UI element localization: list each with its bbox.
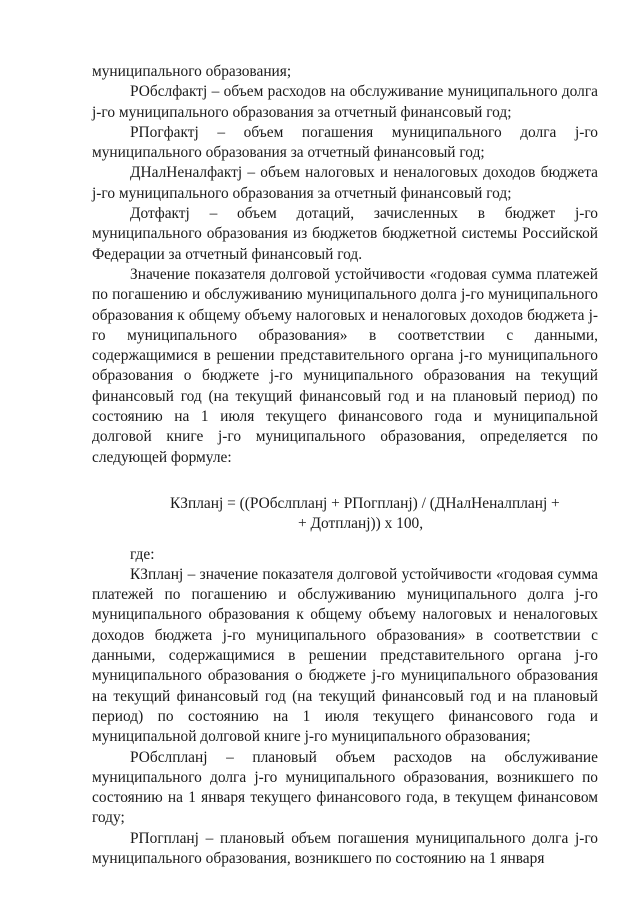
paragraph-dotfakt: Дотфактj – объем дотаций, зачисленных в бюджет j-го муниципального образования из бюджетов бюджетной системы Российской Федерации за отчетный финансовый год.	[92, 205, 598, 263]
paragraph-robslfakt: РОбслфактj – объем расходов на обслуживание муниципального долга j-го муниципального образования за отчетный финансовый год;	[92, 83, 598, 121]
paragraph-continuation: муниципального образования;	[92, 63, 292, 80]
paragraph-rpogplan: РПогпланj – плановый объем погашения муниципального долга j-го муниципального образования, возникшего по состоянию на 1 января	[92, 829, 598, 867]
formula-block	[92, 494, 598, 535]
paragraph-dnalnenalfakt: ДНалНеналфактj – объем налоговых и неналоговых доходов бюджета j-го муниципального образования за отчетный финансовый год;	[92, 164, 598, 202]
document-page	[92, 62, 598, 869]
paragraph-robslplan: РОбслпланj – плановый объем расходов на обслуживание муниципального долга j-го муниципального образования, возникшего по состоянию на 1 января текущего финансового года, в текущем финансовом году;	[92, 748, 598, 827]
paragraph-rpogfakt: РПогфактj – объем погашения муниципального долга j-го муниципального образования за отчетный финансовый год;	[92, 123, 598, 162]
paragraph-kzplan: КЗпланj – значение показателя долговой устойчивости «годовая сумма платежей по погашению и обслуживанию муниципального долга j-го муниципального образования к общему объему налоговых и неналоговых доходов бюджета j-го муниципального образования» в соответствии с данными, содержащимися в решении представительного органа j-го муниципального образования о бюджете j-го муниципального образования на текущий финансовый год (на текущий финансовый год и на плановый период) по состоянию на 1 июля текущего финансового года и муниципальной долговой книге j-го муниципального образования;	[92, 565, 598, 746]
formula-line-2: + Дотпланj)) x 100,	[298, 515, 424, 533]
formula-line-1: КЗпланj = ((РОбслпланj + РПогпланj) / (ДНалНеналпланj +	[170, 494, 560, 512]
paragraph-formula-intro: Значение показателя долговой устойчивости «годовая сумма платежей по погашению и обслуживанию муниципального долга j-го муниципального образования к общему объему налоговых и неналоговых доходов бюджета j-го муниципального образования» в соответствии с данными, содержащимися в решении представительного органа j-го муниципального образования о бюджете j-го муниципального образования на текущий финансовый год (на текущий финансовый год и на плановый период) по состоянию на 1 июля текущего финансового года и муниципальной долговой книге j-го муниципального образования, определяется по следующей формуле:	[92, 265, 598, 466]
where-label: где:	[130, 545, 155, 563]
